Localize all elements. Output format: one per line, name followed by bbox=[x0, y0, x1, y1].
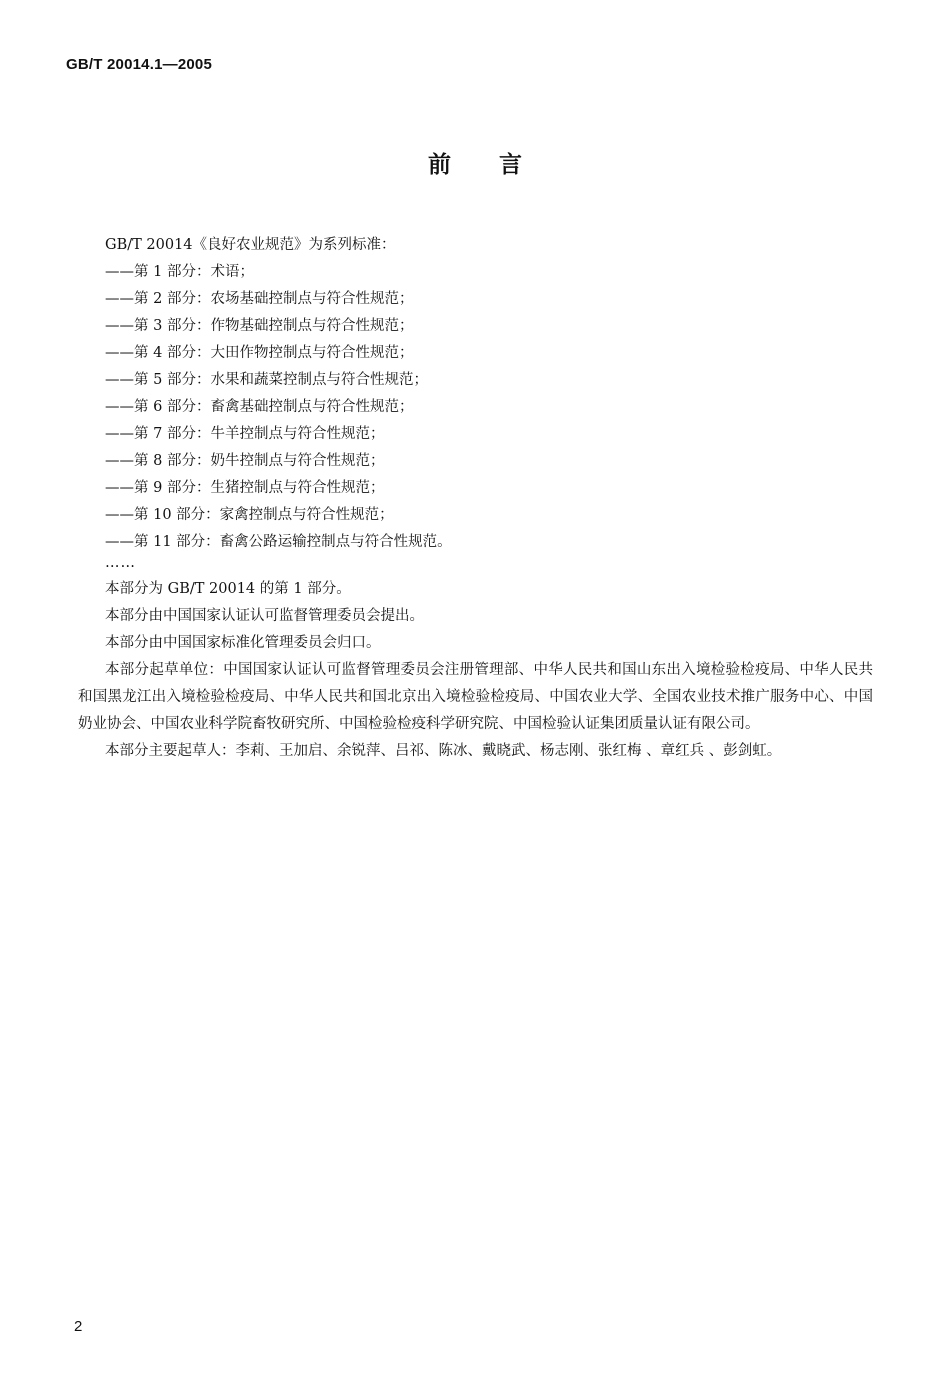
page-number: 2 bbox=[74, 1318, 83, 1335]
title-char-1: 前 bbox=[428, 152, 451, 178]
part-list-item: ——第 4 部分：大田作物控制点与符合性规范； bbox=[105, 345, 414, 361]
series-intro: GB/T 20014《良好农业规范》为系列标准： bbox=[105, 237, 396, 253]
part-list-item: ——第 6 部分：畜禽基础控制点与符合性规范； bbox=[105, 399, 414, 415]
part-list-item: ——第 11 部分：畜禽公路运输控制点与符合性规范。 bbox=[105, 534, 452, 550]
paragraph-centralized-by: 本部分由中国国家标准化管理委员会归口。 bbox=[105, 635, 381, 651]
part-list-item: ——第 7 部分：牛羊控制点与符合性规范； bbox=[105, 426, 385, 442]
part-list-item: ——第 5 部分：水果和蔬菜控制点与符合性规范； bbox=[105, 372, 428, 388]
paragraph-drafters: 本部分主要起草人：李莉、王加启、余锐萍、吕祁、陈冰、戴晓武、杨志刚、张红梅 、章红兵 、彭剑虹。 bbox=[105, 743, 782, 759]
document-body bbox=[78, 232, 878, 765]
page-title bbox=[0, 146, 950, 179]
part-list-item: ——第 3 部分：作物基础控制点与符合性规范； bbox=[105, 318, 414, 334]
standard-code: GB/T 20014.1—2005 bbox=[66, 56, 212, 73]
paragraph-drafting-units: 本部分起草单位：中国国家认证认可监督管理委员会注册管理部、中华人民共和国山东出入境检验检疫局、中华人民共和国黑龙江出入境检验检疫局、中华人民共和国北京出入境检验检疫局、中国农业大学、全国农业技术推广服务中心、中国奶业协会、中国农业科学院畜牧研究所、中国检验检疫科学研究院、中国检验认证集团质量认证有限公司。 bbox=[78, 662, 873, 732]
part-list-item: ——第 2 部分：农场基础控制点与符合性规范； bbox=[105, 291, 414, 307]
part-list-item: ——第 9 部分：生猪控制点与符合性规范； bbox=[105, 480, 385, 496]
part-list-item: ——第 10 部分：家禽控制点与符合性规范； bbox=[105, 507, 394, 523]
list-ellipsis: …… bbox=[105, 555, 136, 571]
title-char-2: 言 bbox=[499, 152, 522, 178]
part-list-item: ——第 8 部分：奶牛控制点与符合性规范； bbox=[105, 453, 385, 469]
part-list-item: ——第 1 部分：术语； bbox=[105, 264, 254, 280]
paragraph-part-of: 本部分为 GB/T 20014 的第 1 部分。 bbox=[105, 581, 351, 597]
paragraph-proposed-by: 本部分由中国国家认证认可监督管理委员会提出。 bbox=[105, 608, 424, 624]
